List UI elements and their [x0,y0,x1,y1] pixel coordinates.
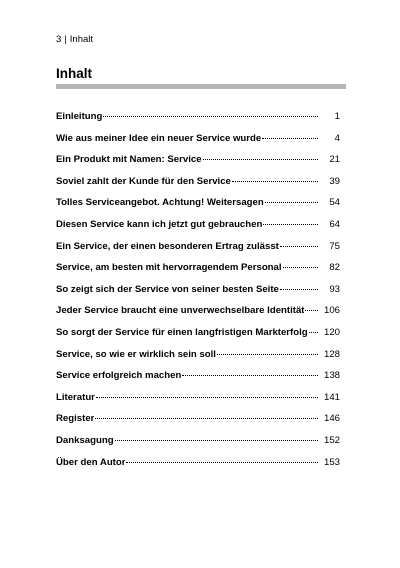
toc-entry-title: Jeder Service braucht eine unverwechselbare Identität [56,305,305,317]
toc-entry-page-number: 39 [329,175,340,187]
toc-entry[interactable] [56,176,340,198]
page-title: Inhalt [56,66,92,81]
toc-entry-page-number: 4 [334,132,340,144]
toc-entry-title: Service erfolgreich machen [56,370,182,382]
toc-entry[interactable] [56,154,340,176]
toc-entry[interactable] [56,392,340,414]
toc-dot-leader [217,354,318,355]
toc-entry-page-number: 120 [323,326,340,338]
toc-entry-title: Wie aus meiner Idee ein neuer Service wurde [56,132,262,144]
toc-entry-title: Register [56,413,95,425]
toc-dot-leader [182,375,318,376]
toc-entry[interactable] [56,219,340,241]
toc-entry-page-number: 152 [323,434,340,446]
toc-entry-page-number: 21 [329,154,340,166]
toc-entry[interactable] [56,305,340,327]
table-of-contents [56,111,340,478]
toc-entry-title: Soviel zahlt der Kunde für den Service [56,175,231,187]
toc-entry[interactable] [56,241,340,263]
toc-entry[interactable] [56,111,340,133]
toc-dot-leader [280,289,318,290]
toc-entry-page-number: 1 [334,111,340,122]
toc-dot-leader [265,202,318,203]
title-rule [56,84,346,89]
toc-entry-title: Einleitung [56,111,103,122]
toc-entry-title: So sorgt der Service für einen langfristigen Markterfolg [56,326,308,338]
toc-entry[interactable] [56,262,340,284]
toc-entry[interactable] [56,413,340,435]
toc-dot-leader [305,310,318,311]
toc-dot-leader [283,267,318,268]
toc-dot-leader [203,159,318,160]
toc-entry[interactable] [56,133,340,155]
toc-entry-page-number: 141 [323,391,340,403]
toc-entry[interactable] [56,435,340,457]
toc-entry[interactable] [56,327,340,349]
toc-entry-title: Literatur [56,391,95,403]
toc-dot-leader [262,138,318,139]
toc-entry-page-number: 153 [323,456,340,468]
toc-entry-page-number: 82 [329,262,340,274]
toc-dot-leader [115,440,318,441]
toc-entry-title: Service, am besten mit hervorragendem Personal [56,262,282,274]
toc-entry-title: Ein Produkt mit Namen: Service [56,154,202,166]
toc-entry[interactable] [56,457,340,479]
header-section: Inhalt [69,34,94,45]
toc-entry-title: Diesen Service kann ich jetzt gut gebrauchen [56,218,263,230]
toc-entry-title: Ein Service, der einen besonderen Ertrag zulässt [56,240,279,252]
toc-entry-page-number: 146 [323,413,340,425]
toc-entry[interactable] [56,349,340,371]
toc-dot-leader [95,418,318,419]
toc-entry-title: So zeigt sich der Service von seiner besten Seite [56,283,279,295]
toc-dot-leader [263,224,318,225]
toc-entry-page-number: 138 [323,370,340,382]
toc-entry[interactable] [56,197,340,219]
toc-entry-title: Über den Autor [56,456,126,468]
toc-dot-leader [103,116,318,117]
toc-entry-page-number: 106 [323,305,340,317]
toc-dot-leader [126,462,318,463]
header-separator: | [64,34,67,45]
toc-entry-page-number: 64 [329,218,340,230]
toc-entry-page-number: 93 [329,283,340,295]
toc-entry-title: Tolles Serviceangebot. Achtung! Weitersagen [56,197,264,209]
toc-entry-page-number: 54 [329,197,340,209]
toc-dot-leader [280,246,318,247]
toc-entry-title: Service, so wie er wirklich sein soll [56,348,216,360]
toc-dot-leader [96,397,318,398]
toc-entry-page-number: 75 [329,240,340,252]
toc-entry[interactable] [56,370,340,392]
toc-entry[interactable] [56,284,340,306]
running-header [56,34,93,45]
header-page-number: 3 [56,34,62,45]
toc-dot-leader [232,181,318,182]
toc-dot-leader [309,332,318,333]
toc-entry-title: Danksagung [56,434,114,446]
toc-entry-page-number: 128 [323,348,340,360]
